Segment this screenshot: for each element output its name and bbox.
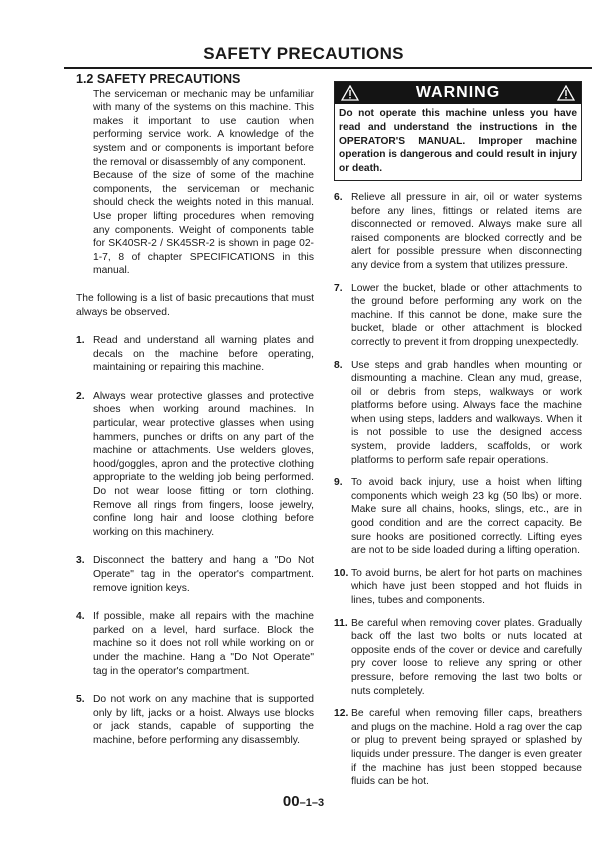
item-number: 11. — [334, 617, 348, 629]
precaution-item-8 — [334, 359, 582, 468]
item-number: 2. — [76, 390, 85, 402]
precautions-list-right — [334, 191, 582, 789]
warning-triangle-icon — [341, 85, 359, 101]
item-text: Always wear protective glasses and protective shoes when working around machines. In particular, wear protective glasses when using hammers, punches or drifts on any part of the machine or attachments. Use welders gloves, hood/goggles, apron and the protective clothing appropriate to the welding job being performed. Do not wear loose fitting or torn clothing. Remove all rings from fingers, loose jewelry, confine long hair and loose clothing before working on this machinery. — [93, 390, 314, 538]
item-text: To avoid burns, be alert for hot parts on machines which have just been stopped and hot fluids in lines, tubes and components. — [351, 567, 582, 607]
item-text: To avoid back injury, use a hoist when lifting components which weigh 23 kg (50 lbs) or more. Make sure all chains, hooks, slings, etc., are in good condition and are the correct capacity. Be sure hooks are positioned correctly. Lifting eyes are not to be side loaded during a lifting operation. — [351, 477, 582, 557]
precaution-item-6 — [334, 191, 582, 273]
lead-paragraph: The following is a list of basic precautions that must always be observed. — [76, 292, 314, 318]
precaution-item-3 — [76, 554, 314, 595]
warning-box — [334, 81, 582, 181]
item-text: Relieve all pressure in air, oil or water systems before any lines, fittings or related items are disconnected or removed. Always make sure all raised components are blocked correctly and be alert for possible pressure when disconnecting any device from a system that utilizes pressure. — [351, 191, 582, 271]
title-divider — [64, 67, 592, 69]
item-text: Do not work on any machine that is supported only by lift, jacks or a hoist. Always use blocks or jack stands, capable of supporting the machine, before performing any disassembly. — [93, 694, 314, 746]
precaution-item-4 — [76, 610, 314, 678]
item-number: 5. — [76, 694, 85, 706]
item-number: 7. — [334, 282, 343, 294]
page-title: SAFETY PRECAUTIONS — [203, 44, 404, 63]
item-number: 12. — [334, 708, 349, 720]
precaution-item-5 — [76, 693, 314, 747]
precaution-item-1 — [76, 334, 314, 375]
left-column — [76, 73, 314, 748]
item-number: 9. — [334, 477, 343, 489]
precaution-item-2 — [76, 390, 314, 540]
precaution-item-7 — [334, 282, 582, 350]
right-column — [334, 81, 582, 789]
precautions-list-left — [76, 334, 314, 747]
page-number — [0, 793, 607, 810]
warning-label: WARNING — [415, 84, 501, 102]
item-text: Read and understand all warning plates and decals on the machine before operating, maintaining or repairing this machine. — [93, 335, 314, 374]
item-number: 6. — [334, 191, 343, 203]
precaution-item-12 — [334, 707, 582, 789]
item-text: Use steps and grab handles when mounting or dismounting a machine. Clean any mud, grease, oil or debris from steps, walkways or work platforms before using. Always face the machine when using steps, ladders and walkways. When it is not possible to use the designed access system, provide ladders, scaffolds, or work platforms to perform safe repair operations. — [351, 359, 582, 466]
item-number: 3. — [76, 555, 85, 567]
precaution-item-9 — [334, 476, 582, 558]
item-number: 1. — [76, 335, 85, 347]
page-number-main: 00 — [282, 793, 300, 810]
item-text: Disconnect the battery and hang a "Do Not Operate" tag in the operator's compartment. remove ignition keys. — [93, 555, 314, 594]
item-number: 10. — [334, 567, 349, 579]
item-number: 4. — [76, 611, 85, 623]
intro-paragraph-1: The serviceman or mechanic may be unfamiliar with many of the systems on this machine. This makes it important to use caution when performing service work. A knowledge of the system and or components is important before the removal or disassembly of any component. — [93, 88, 314, 168]
warning-triangle-icon — [557, 85, 575, 101]
item-text: Be careful when removing filler caps, breathers and plugs on the machine. Hold a rag over the cap or plug to prevent being sprayed or splashed by liquids under pressure. The danger is even greater if the machine has just been stopped because fluids can be hot. — [351, 708, 582, 788]
page-number-suffix: –1–3 — [299, 797, 325, 809]
item-number: 8. — [334, 359, 343, 371]
warning-header — [335, 82, 581, 104]
intro-paragraph-2: Because of the size of some of the machine components, the serviceman or mechanic should check the weights noted in this manual. Use proper lifting procedures when removing any components. Weight of components table for SK40SR-2 / SK45SR-2 is shown in page 02-1-7, 8 of chapter SPECIFICATIONS in this manual. — [93, 170, 314, 277]
section-heading: 1.2 SAFETY PRECAUTIONS — [76, 72, 241, 86]
item-text: If possible, make all repairs with the machine parked on a level, hard surface. Block the machine so it does not roll while working on or under the machine. Hang a "Do Not Operate" tag in the operator's compartment. — [93, 611, 314, 677]
item-text: Be careful when removing cover plates. Gradually back off the last two bolts or nuts located at opposite ends of the cover or device and carefully pry cover loose to relieve any spring or other pressure, before removing the last two bolts or nuts completely. — [351, 617, 582, 697]
precaution-item-10 — [334, 567, 582, 608]
warning-text: Do not operate this machine unless you have read and understand the instructions in the OPERATOR'S MANUAL. Improper machine operation is dangerous and could result in injury or death. — [339, 108, 577, 175]
item-text: Lower the bucket, blade or other attachments to the ground before performing any work on the machine. If this cannot be done, make sure the bucket, blade or other attachment is blocked correctly to prevent it from dropping unexpectedly. — [351, 282, 582, 348]
precaution-item-11 — [334, 617, 582, 699]
